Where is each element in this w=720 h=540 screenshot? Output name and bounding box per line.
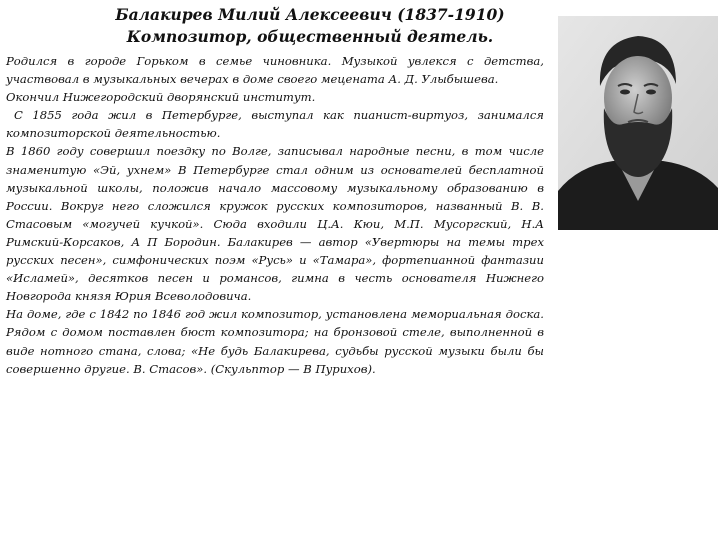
page-subtitle: Композитор, общественный деятель. [126, 27, 494, 46]
paragraph-education: Окончил Нижегородский дворянский институт. [6, 90, 316, 105]
page-title: Балакирев Милий Алексеевич (1837-1910) [115, 5, 505, 24]
composer-portrait [558, 16, 718, 230]
biography-text [6, 52, 544, 378]
portrait-photo [558, 16, 718, 230]
paragraph-petersburg: С 1855 года жил в Петербурге, выступал как пианист-виртуоз, занимался композиторской деятельностью. [6, 108, 544, 141]
paragraph-career: В 1860 году совершил поездку по Волге, записывал народные песни, в том числе знаменитую «Эй, ухнем» В Петербурге стал одним из основателей бесплатной музыкальной школы, положив начало массовому музыкальному образованию в России. Вокруг него сложился кружок русских композиторов, названный В. В. Стасовым «могучей кучкой». Сюда входили Ц.А. Кюи, М.П. Мусоргский, Н.А Римский-Корсаков, А П Бородин. Балакирев — автор «Увертюры на темы трех русских песен», симфонических поэм «Русь» и «Тамара», фортепианной фантазии «Исламей», десятков песен и романсов, гимна в честь основателя Нижнего Новгорода князя Юрия Всеволодовича. [6, 144, 544, 304]
paragraph-memorial: На доме, где с 1842 по 1846 год жил композитор, установлена мемориальная доска. Рядом с домом поставлен бюст композитора; на бронзовой стеле, выполненной в виде нотного стана, слова; «Не будь Балакирева, судьбы русской музыки были бы совершенно другие. В. Стасов». (Скульптор — В Пурихов). [6, 307, 544, 376]
title-block [100, 4, 520, 48]
paragraph-birth: Родился в городе Горьком в семье чиновника. Музыкой увлекся с детства, участвовал в музыкальных вечерах в доме своего мецената А. Д. Улыбышева. [6, 54, 544, 87]
